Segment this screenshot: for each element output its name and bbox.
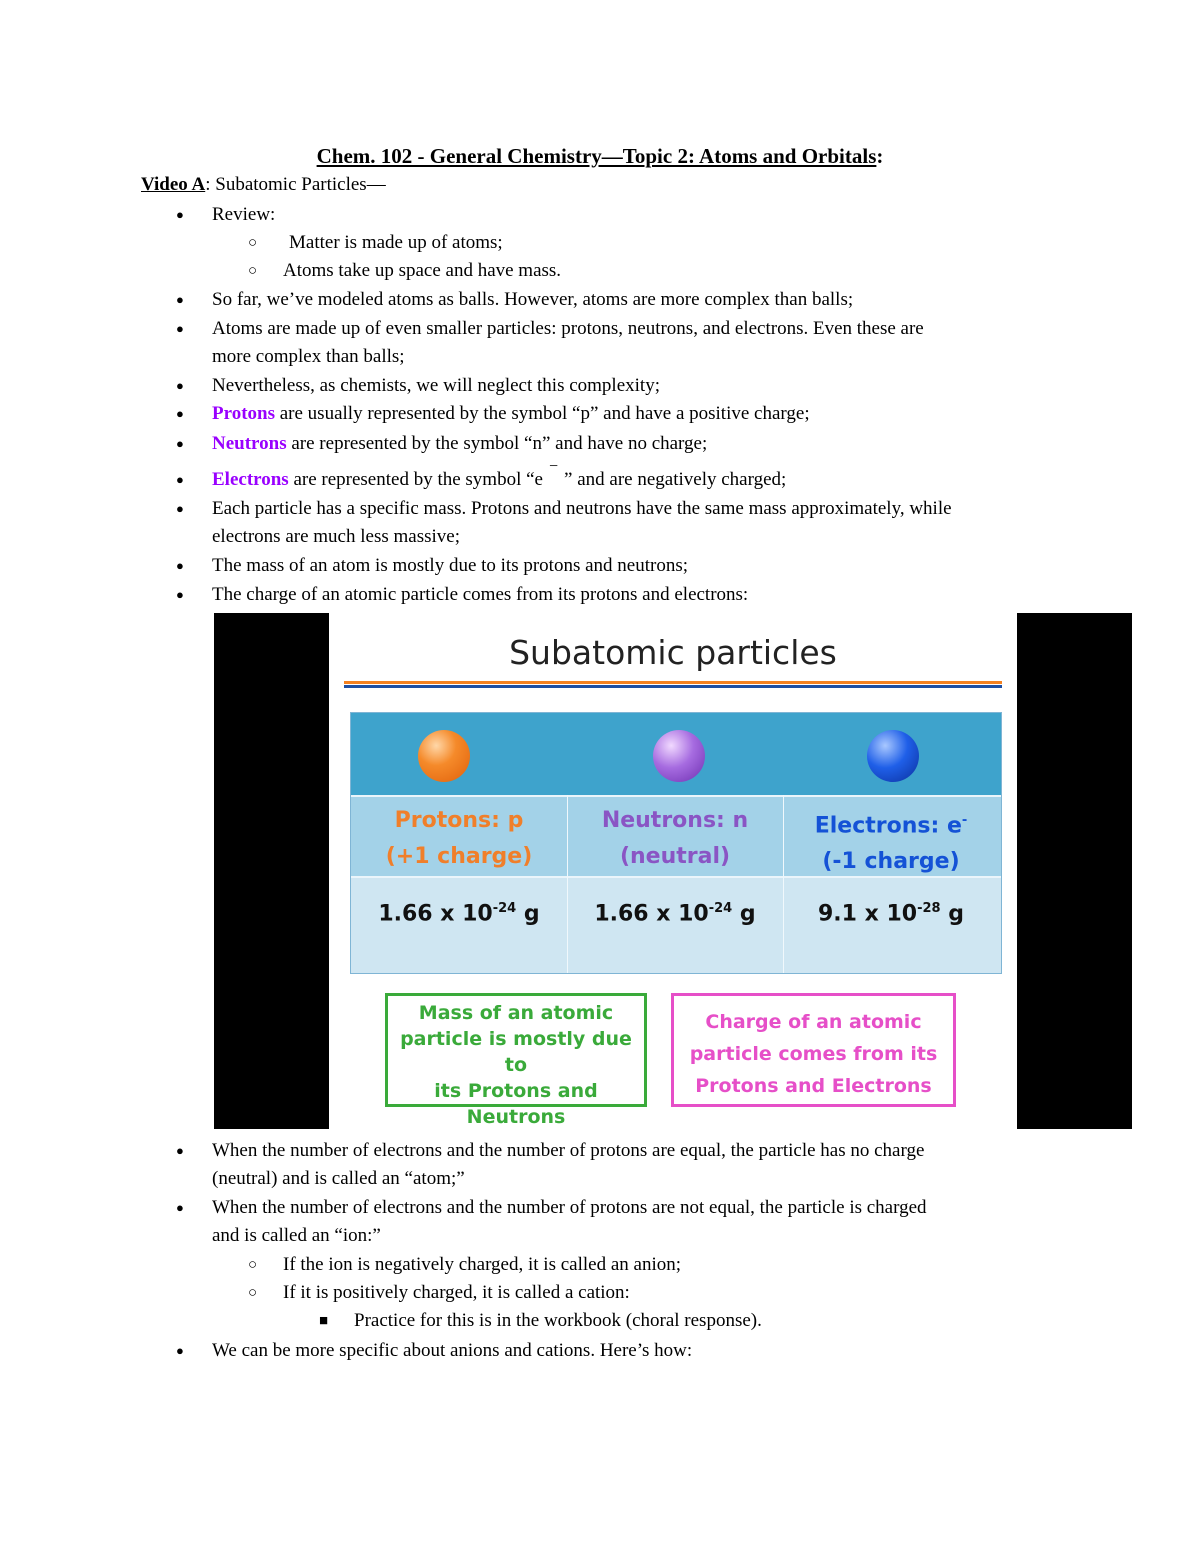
bullet-icon: ●: [176, 1343, 184, 1358]
protons-mass-base: 1.66 x 10: [378, 901, 493, 927]
mass-note-line: particle is mostly due to: [400, 1028, 632, 1076]
list-item-text: Review:: [212, 204, 276, 225]
neutrons-cell: [567, 803, 783, 875]
list-item-text: [212, 458, 787, 495]
electrons-mass-exp: -28: [917, 901, 941, 916]
bullet-icon: ●: [176, 406, 184, 421]
electrons-definition-b: ” and are negatively charged;: [564, 469, 787, 490]
bullet-icon: ●: [176, 207, 184, 222]
document-title-colon: :: [876, 144, 884, 168]
list-item-text: We can be more specific about anions and cations. Here’s how:: [212, 1340, 693, 1361]
row-divider: [351, 795, 1001, 797]
bullet-icon: ●: [176, 472, 184, 487]
mass-note-line: Mass of an atomic: [418, 1002, 614, 1024]
neutrons-charge: (neutral): [619, 844, 731, 869]
hollow-bullet-icon: ○: [248, 235, 258, 251]
list-item-text: Each particle has a specific mass. Protons and neutrons have the same mass approximately, while: [212, 498, 952, 519]
blue-rule: [344, 685, 1002, 688]
neutrons-mass-base: 1.66 x 10: [594, 901, 709, 927]
bullet-icon: ●: [176, 501, 184, 516]
electrons-definition-a: are represented by the symbol “e: [288, 469, 543, 490]
neutrons-mass-exp: -24: [708, 901, 733, 916]
bullet-icon: ●: [176, 1200, 184, 1215]
proton-sphere-icon: [418, 730, 470, 782]
charge-note-line: Charge of an atomic: [705, 1011, 922, 1033]
list-item-text: When the number of electrons and the number of protons are not equal, the particle is charged: [212, 1197, 927, 1218]
protons-cell: [351, 803, 567, 875]
list-item-text: Nevertheless, as chemists, we will neglect this complexity;: [212, 375, 660, 396]
protons-mass-exp: -24: [492, 901, 517, 916]
list-item-text: When the number of electrons and the number of protons are equal, the particle has no charge: [212, 1140, 925, 1161]
neutron-sphere-icon: [653, 730, 705, 782]
table-header-row: [351, 713, 1001, 795]
list-item-text: Matter is made up of atoms;: [289, 232, 503, 253]
neutrons-mass: [567, 901, 783, 926]
mass-note-line: its Protons and: [434, 1080, 598, 1102]
list-item-text: If it is positively charged, it is called a cation:: [283, 1282, 630, 1303]
particles-table: [350, 712, 1002, 974]
mass-note-box: [385, 993, 647, 1128]
bullet-icon: ●: [176, 587, 184, 602]
list-item-text: The charge of an atomic particle comes from its protons and electrons:: [212, 584, 749, 605]
charge-note-line: particle comes from its: [689, 1043, 938, 1065]
protons-mass: [351, 901, 567, 926]
mass-unit: g: [516, 901, 540, 927]
bullet-icon: ●: [176, 558, 184, 573]
mass-note-line: Neutrons: [466, 1106, 566, 1128]
hollow-bullet-icon: ○: [248, 263, 258, 279]
electron-sphere-icon: [867, 730, 919, 782]
list-item-text: The mass of an atom is mostly due to its protons and neutrons;: [212, 555, 689, 576]
charge-note-box: [671, 993, 956, 1107]
list-item-text: (neutral) and is called an “atom;”: [212, 1168, 465, 1189]
protons-name: Protons: p: [394, 808, 524, 833]
video-heading: [141, 174, 386, 196]
list-item-text: Practice for this is in the workbook (choral response).: [354, 1310, 762, 1331]
protons-definition: are usually represented by the symbol “p” and have a positive charge;: [274, 403, 810, 424]
neutrons-name: Neutrons: n: [601, 808, 749, 833]
bullet-icon: ●: [176, 292, 184, 307]
list-item-text: [212, 400, 810, 428]
subatomic-particles-slide: [214, 613, 1132, 1129]
electron-superscript: −: [549, 458, 559, 475]
mass-unit: g: [940, 901, 965, 927]
list-item-text: Atoms are made up of even smaller particles: protons, neutrons, and electrons. Even these are: [212, 318, 924, 339]
bullet-icon: ●: [176, 436, 184, 451]
list-item-text: If the ion is negatively charged, it is called an anion;: [283, 1254, 681, 1275]
list-item-text: and is called an “ion:”: [212, 1225, 381, 1246]
orange-rule: [344, 681, 1002, 684]
protons-charge: (+1 charge): [385, 844, 533, 869]
document-title-text: Chem. 102 - General Chemistry—Topic 2: Atoms and Orbitals: [316, 144, 877, 168]
protons-term: Protons: [212, 403, 275, 424]
electrons-name: Electrons: e: [814, 813, 962, 839]
video-label: Video A: [141, 174, 206, 195]
bullet-icon: ●: [176, 1143, 184, 1158]
mass-unit: g: [732, 901, 756, 927]
electrons-name-line: [783, 803, 999, 844]
slide-title: Subatomic particles: [509, 633, 837, 672]
electrons-name-sup: -: [961, 813, 968, 828]
list-item-text: more complex than balls;: [212, 346, 405, 367]
hollow-bullet-icon: ○: [248, 1257, 258, 1273]
slide-content: [329, 613, 1017, 1129]
neutrons-definition: are represented by the symbol “n” and have no charge;: [286, 433, 708, 454]
neutrons-term: Neutrons: [212, 433, 287, 454]
electrons-mass: [783, 901, 999, 926]
list-item-text: electrons are much less massive;: [212, 526, 460, 547]
hollow-bullet-icon: ○: [248, 1285, 258, 1301]
electrons-mass-base: 9.1 x 10: [817, 901, 918, 927]
electrons-term: Electrons: [212, 469, 289, 490]
electrons-cell: [783, 803, 999, 880]
square-bullet-icon: ■: [319, 1313, 329, 1329]
list-item-text: Atoms take up space and have mass.: [283, 260, 562, 281]
charge-note-line: Protons and Electrons: [695, 1075, 932, 1097]
list-item-text: So far, we’ve modeled atoms as balls. However, atoms are more complex than balls;: [212, 289, 854, 310]
electrons-charge: (-1 charge): [822, 849, 960, 875]
document-title: [0, 144, 1200, 169]
list-item-text: [212, 430, 707, 458]
bullet-icon: ●: [176, 321, 184, 336]
video-title: : Subatomic Particles—: [205, 174, 386, 195]
bullet-icon: ●: [176, 378, 184, 393]
